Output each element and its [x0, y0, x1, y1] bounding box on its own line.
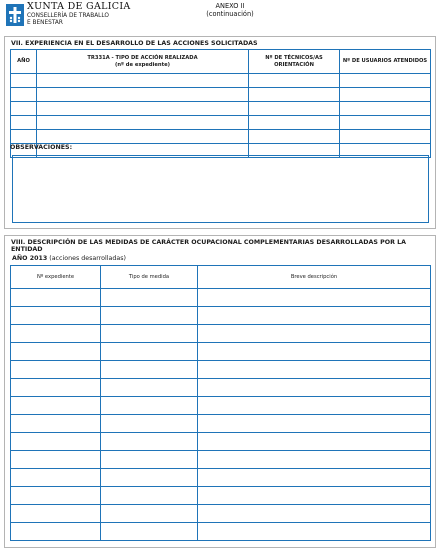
table-row — [11, 307, 431, 325]
year-note: (acciones desarrolladas) — [49, 255, 126, 262]
cell-action-type[interactable] — [37, 130, 249, 144]
cell-file-number[interactable] — [11, 523, 101, 541]
cell-file-number[interactable] — [11, 307, 101, 325]
table-row — [11, 415, 431, 433]
cell-file-number[interactable] — [11, 325, 101, 343]
cell-users[interactable] — [340, 88, 431, 102]
table-row — [11, 361, 431, 379]
cell-description[interactable] — [198, 469, 431, 487]
annex-heading — [180, 2, 280, 18]
organization-name: XUNTA DE GALICIA — [27, 1, 131, 12]
cell-measure-type[interactable] — [101, 469, 198, 487]
cell-technicians[interactable] — [249, 130, 340, 144]
table-row — [11, 289, 431, 307]
cell-measure-type[interactable] — [101, 379, 198, 397]
cell-measure-type[interactable] — [101, 289, 198, 307]
table-row — [11, 487, 431, 505]
table-row — [11, 343, 431, 361]
table-row — [11, 379, 431, 397]
table-row — [11, 505, 431, 523]
cell-action-type[interactable] — [37, 74, 249, 88]
experience-table-header — [11, 50, 431, 74]
cell-action-type[interactable] — [37, 116, 249, 130]
cell-description[interactable] — [198, 505, 431, 523]
cell-file-number[interactable] — [11, 451, 101, 469]
table-row — [11, 116, 431, 130]
col-header-action-type: TR331A - TIPO DE ACCIÓN REALIZADA (nº de expediente) — [37, 50, 249, 74]
cell-technicians[interactable] — [249, 116, 340, 130]
col-header-file-number: Nº expediente — [11, 266, 101, 289]
cell-measure-type[interactable] — [101, 523, 198, 541]
section-viii-title: VIII. DESCRIPCIÓN DE LAS MEDIDAS DE CARÁCTER OCUPACIONAL COMPLEMENTARIAS DESARROLLADAS POR LA ENTIDAD — [11, 239, 406, 253]
cell-year[interactable] — [11, 102, 37, 116]
cell-users[interactable] — [340, 116, 431, 130]
cell-year[interactable] — [11, 130, 37, 144]
table-row — [11, 325, 431, 343]
cell-measure-type[interactable] — [101, 361, 198, 379]
cell-file-number[interactable] — [11, 361, 101, 379]
cell-description[interactable] — [198, 307, 431, 325]
cell-users[interactable] — [340, 74, 431, 88]
cell-description[interactable] — [198, 451, 431, 469]
table-row — [11, 74, 431, 88]
cell-year[interactable] — [11, 88, 37, 102]
measures-table — [10, 265, 431, 541]
cell-description[interactable] — [198, 325, 431, 343]
cell-year[interactable] — [11, 116, 37, 130]
table-row — [11, 451, 431, 469]
cell-file-number[interactable] — [11, 415, 101, 433]
section-vii-title: VII. EXPERIENCIA EN EL DESARROLLO DE LAS ACCIONES SOLICITADAS — [11, 40, 258, 47]
measures-table-header — [11, 266, 431, 289]
cell-description[interactable] — [198, 289, 431, 307]
xunta-logo-icon — [6, 4, 24, 26]
experience-table — [10, 49, 431, 158]
department-line-2: E BENESTAR — [27, 20, 63, 27]
observations-label: OBSERVACIONES: — [10, 144, 73, 151]
cell-description[interactable] — [198, 361, 431, 379]
cell-technicians[interactable] — [249, 88, 340, 102]
cell-measure-type[interactable] — [101, 307, 198, 325]
cell-description[interactable] — [198, 343, 431, 361]
cell-file-number[interactable] — [11, 379, 101, 397]
cell-technicians[interactable] — [249, 102, 340, 116]
cell-measure-type[interactable] — [101, 505, 198, 523]
year-value: AÑO 2013 — [12, 255, 48, 262]
header-organization — [27, 2, 131, 27]
col-header-technicians: Nº DE TÉCNICOS/AS ORIENTACIÓN — [249, 50, 340, 74]
cell-description[interactable] — [198, 379, 431, 397]
cell-measure-type[interactable] — [101, 415, 198, 433]
table-row — [11, 469, 431, 487]
col-header-users: Nº DE USUARIOS ATENDIDOS — [340, 50, 431, 74]
cell-file-number[interactable] — [11, 343, 101, 361]
cell-file-number[interactable] — [11, 505, 101, 523]
annex-subtitle: (continuación) — [206, 10, 254, 18]
cell-file-number[interactable] — [11, 433, 101, 451]
cell-action-type[interactable] — [37, 102, 249, 116]
cell-measure-type[interactable] — [101, 397, 198, 415]
annex-title: ANEXO II — [215, 2, 245, 10]
cell-file-number[interactable] — [11, 487, 101, 505]
observations-field[interactable] — [12, 155, 429, 223]
cell-file-number[interactable] — [11, 469, 101, 487]
cell-description[interactable] — [198, 397, 431, 415]
col-header-year: AÑO — [11, 50, 37, 74]
cell-description[interactable] — [198, 523, 431, 541]
table-row — [11, 130, 431, 144]
cell-measure-type[interactable] — [101, 433, 198, 451]
year-label — [12, 255, 126, 262]
cell-year[interactable] — [11, 74, 37, 88]
cell-description[interactable] — [198, 433, 431, 451]
cell-users[interactable] — [340, 102, 431, 116]
table-row — [11, 523, 431, 541]
table-row — [11, 88, 431, 102]
cell-file-number[interactable] — [11, 397, 101, 415]
cell-measure-type[interactable] — [101, 343, 198, 361]
cell-users[interactable] — [340, 130, 431, 144]
table-row — [11, 102, 431, 116]
col-header-description: Breve descripción — [198, 266, 431, 289]
section-viii — [4, 235, 436, 548]
cell-measure-type[interactable] — [101, 451, 198, 469]
col-header-measure-type: Tipo de medida — [101, 266, 198, 289]
cell-file-number[interactable] — [11, 289, 101, 307]
table-row — [11, 397, 431, 415]
cell-description[interactable] — [198, 487, 431, 505]
table-row — [11, 433, 431, 451]
cell-technicians[interactable] — [249, 74, 340, 88]
department-line-1: CONSELLERÍA DE TRABALLO — [27, 12, 109, 19]
cell-measure-type[interactable] — [101, 325, 198, 343]
cell-measure-type[interactable] — [101, 487, 198, 505]
cell-action-type[interactable] — [37, 88, 249, 102]
cell-description[interactable] — [198, 415, 431, 433]
section-vii — [4, 36, 436, 229]
